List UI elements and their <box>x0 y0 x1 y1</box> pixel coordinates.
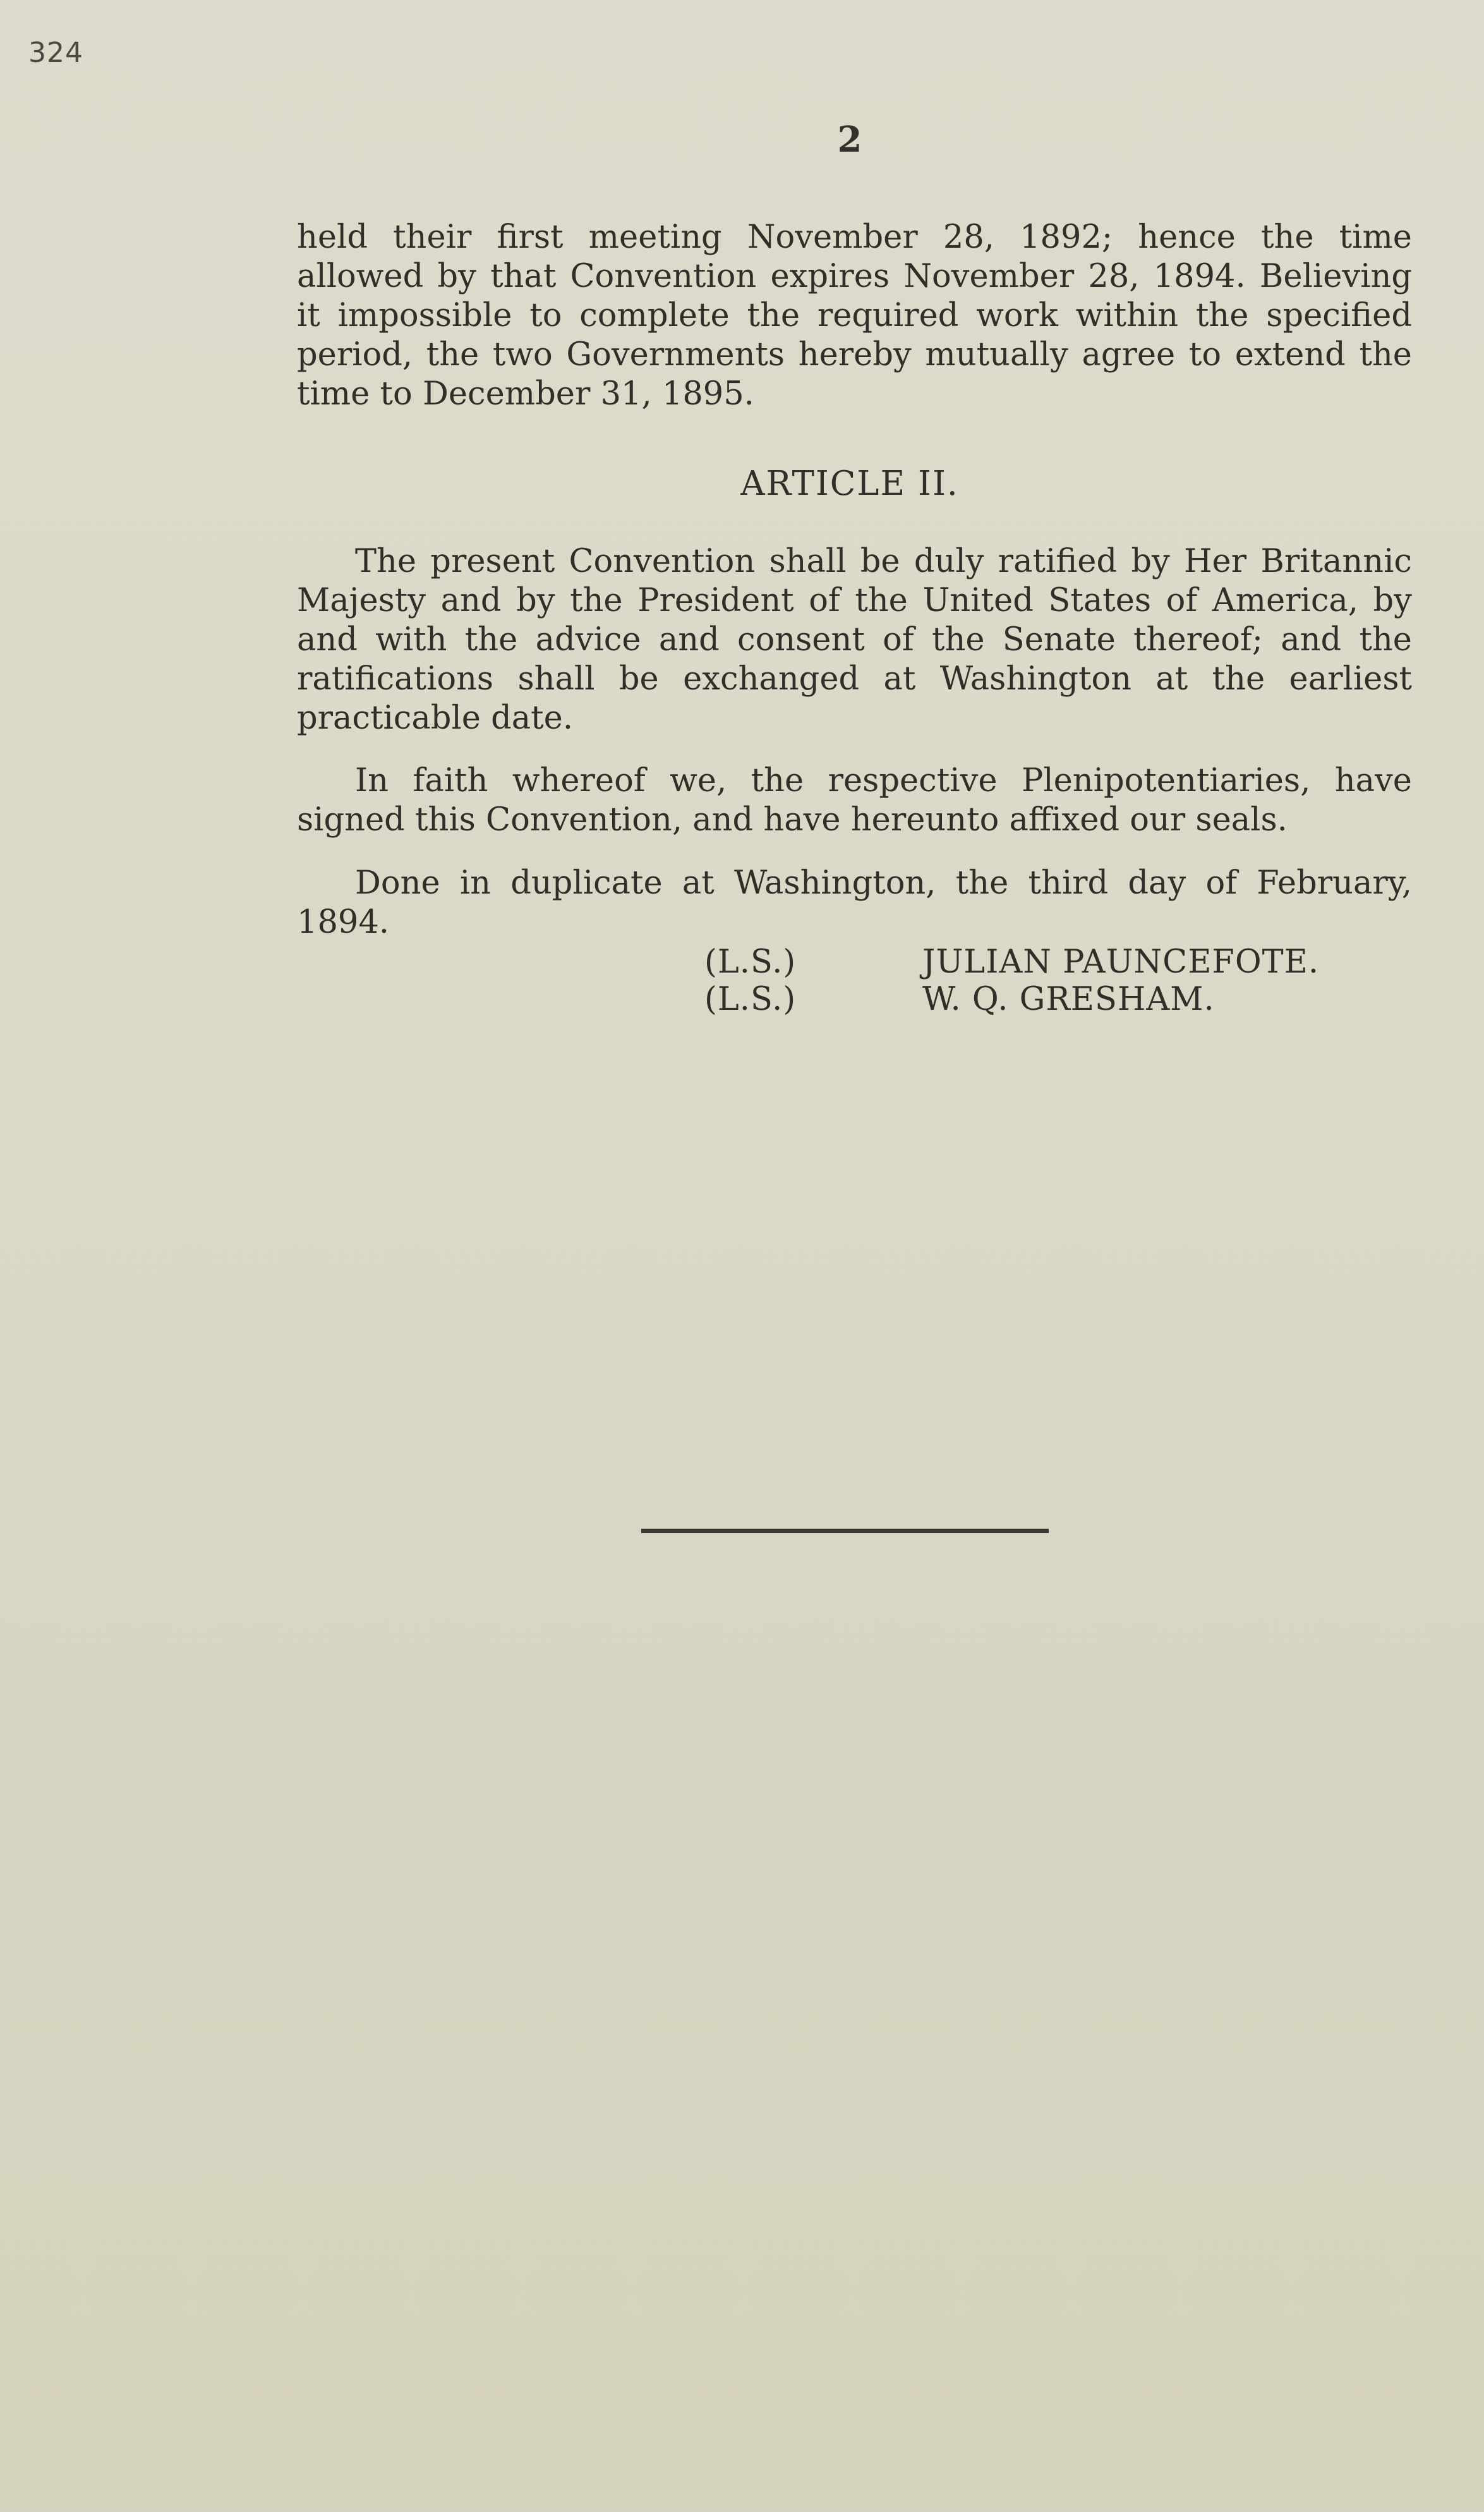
signatory-name: W. Q. GRESHAM. <box>922 981 1215 1018</box>
paragraph-done-in-duplicate <box>297 864 1412 942</box>
article-heading: ARTICLE II. <box>740 464 959 503</box>
seal-mark: (L.S.) <box>704 981 797 1018</box>
paragraph-text: The present Convention shall be duly ratified by Her Britannic Majesty and by the President of the United States of America, by and with the advice and consent of the Senate thereof; and the ratifications shall be exchanged at Washington at the earliest practicable date. <box>297 543 1412 737</box>
signature-line-2 <box>704 981 1215 1018</box>
archive-page-number: 324 <box>28 37 83 69</box>
signatory-name: JULIAN PAUNCEFOTE. <box>922 944 1320 981</box>
horizontal-rule <box>641 1529 1049 1533</box>
seal-mark: (L.S.) <box>704 944 797 981</box>
page-number: 2 <box>837 119 862 161</box>
paragraph-text: held their first meeting November 28, 1892; hence the time allowed by that Convention expires November 28, 1894. Believing it impossible to complete the required work within the specified period, the two Governments hereby mutually agree to extend the time to December 31, 1895. <box>297 219 1412 413</box>
paragraph-text: Done in duplicate at Washington, the third day of February, 1894. <box>297 865 1412 941</box>
paragraph-ratification <box>297 542 1412 738</box>
paragraph-text: In faith whereof we, the respective Plenipotentiaries, have signed this Convention, and have hereunto affixed our seals. <box>297 762 1412 839</box>
paragraph-faith-whereof <box>297 761 1412 840</box>
signature-line-1 <box>704 944 1319 981</box>
paragraph-continuation <box>297 218 1412 414</box>
